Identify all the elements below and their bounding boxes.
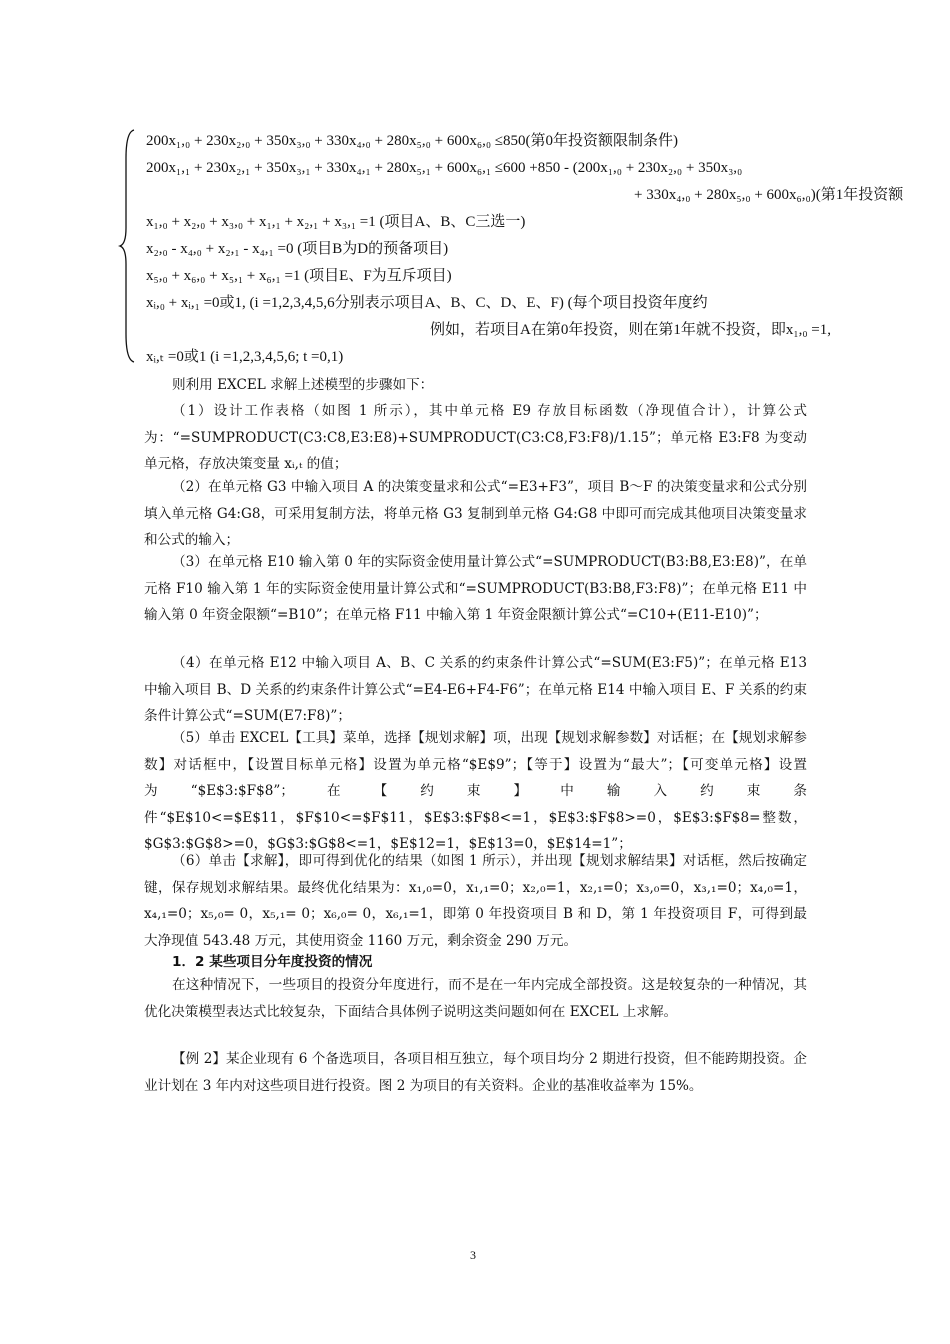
equation-2-continued: + 330x₄,₀ + 280x₅,₀ + 600x₆,₀)(第1年投资额 — [634, 187, 904, 203]
equation-6: xᵢ,₀ + xᵢ,₁ =0或1, (i =1,2,3,4,5,6分别表示项目A、B、C、D、E、F) (每个项目投资年度约 — [146, 295, 708, 311]
paragraph-step-1: （1）设计工作表格（如图 1 所示），其中单元格 E9 存放目标函数（净现值合计），计算公式为：“=SUMPRODUCT(C3:C8,E3:E8)+SUMPRODUCT(C3:C8,F3:F8)/1.15”；单元格 E3:F8 为变动单元格，存放决策变量 xᵢ,ₜ 的值； — [144, 403, 807, 472]
paragraph-step-5: （5）单击 EXCEL【工具】菜单，选择【规划求解】项，出现【规划求解参数】对话框；在【规划求解参数】对话框中，【设置目标单元格】设置为单元格“$E$9”；【等于】设置为“最大”；【可变单元格】设置为“$E$3:$F$8”；在【约束】中输入约束条件“$E$10<=$E$11，$F$10<=$F$11，$E$3:$F$8<=1，$E$3:$F$8>=0，$E$3:$F$8=整数，$G$3:$G$8>=0，$G$3:$G$8<=1，$E$12=1，$E$13=0，$E$14=1”； — [144, 730, 807, 852]
equation-5: x₅,₀ + x₆,₀ + x₅,₁ + x₆,₁ =1 (项目E、F为互斥项目) — [146, 268, 452, 284]
left-brace — [118, 128, 138, 364]
paragraph-step-6: （6）单击【求解】，即可得到优化的结果（如图 1 所示），并出现【规划求解结果】对话框，然后按确定键，保存规划求解结果。最终优化结果为：x₁,₀=0，x₁,₁=0；x₂,₀=1，x₂,₁=0；x₃,₀=0，x₃,₁=0；x₄,₀=1，x₄,₁=0；x₅,₀= 0，x₅,₁= 0；x₆,₀= 0，x₆,₁=1，即第 0 年投资项目 B 和 D，第 1 年投资项目 F，可得到最大净现值 543.48 万元，其使用资金 1160 万元，剩余资金 290 万元。 — [144, 853, 807, 949]
section-heading: 1．2 某些项目分年度投资的情况 — [172, 954, 373, 970]
equation-2: 200x₁,₁ + 230x₂,₁ + 350x₃,₁ + 330x₄,₁ + 280x₅,₁ + 600x₆,₁ ≤600 +850 - (200x₁,₀ + 230x₂,₀ + 350x₃,₀ — [146, 160, 743, 176]
equation-4: x₂,₀ - x₄,₀ + x₂,₁ - x₄,₁ =0 (项目B为D的预备项目) — [146, 241, 449, 257]
paragraph-step-3: （3）在单元格 E10 输入第 0 年的实际资金使用量计算公式“=SUMPRODUCT(B3:B8,E3:E8)”，在单元格 F10 输入第 1 年的实际资金使用量计算公式和“=SUMPRODUCT(B3:B8,F3:F8)”；在单元格 E11 中输入第 0 年资金限额“=B10”；在单元格 F11 中输入第 1 年资金限额计算公式“=C10+(E11-E10)”； — [144, 554, 807, 623]
paragraph-step-4: （4）在单元格 E12 中输入项目 A、B、C 关系的约束条件计算公式“=SUM(E3:F5)”；在单元格 E13 中输入项目 B、D 关系的约束条件计算公式“=E4-E6+F4-F6”；在单元格 E14 中输入项目 E、F 关系的约束条件计算公式“=SUM(E7:F8)”； — [144, 655, 807, 724]
paragraph-section-intro: 在这种情况下，一些项目的投资分年度进行，而不是在一年内完成全部投资。这是较复杂的一种情况，其优化决策模型表达式比较复杂，下面结合具体例子说明这类问题如何在 EXCEL 上求解。 — [144, 977, 807, 1020]
paragraph-example-2: 【例 2】某企业现有 6 个备选项目，各项目相互独立，每个项目均分 2 期进行投资，但不能跨期投资。企业计划在 3 年内对这些项目进行投资。图 2 为项目的有关资料。企业的基准收益率为 15%。 — [144, 1051, 807, 1094]
paragraph-intro: 则利用 EXCEL 求解上述模型的步骤如下： — [172, 377, 434, 393]
equation-7: xᵢ,ₜ =0或1 (i =1,2,3,4,5,6; t =0,1) — [146, 349, 344, 365]
equation-6-note: 例如，若项目A在第0年投资，则在第1年就不投资，即x₁,₀ =1, — [430, 322, 832, 338]
page-number: 3 — [470, 1248, 476, 1262]
equation-1: 200x₁,₀ + 230x₂,₀ + 350x₃,₀ + 330x₄,₀ + 280x₅,₀ + 600x₆,₀ ≤850(第0年投资额限制条件) — [146, 133, 679, 149]
equation-3: x₁,₀ + x₂,₀ + x₃,₀ + x₁,₁ + x₂,₁ + x₃,₁ =1 (项目A、B、C三选一) — [146, 214, 526, 230]
paragraph-step-2: （2）在单元格 G3 中输入项目 A 的决策变量求和公式“=E3+F3”，项目 B～F 的决策变量求和公式分别填入单元格 G4:G8，可采用复制方法，将单元格 G3 复制到单元格 G4:G8 中即可而完成其他项目决策变量求和公式的输入； — [144, 479, 807, 548]
